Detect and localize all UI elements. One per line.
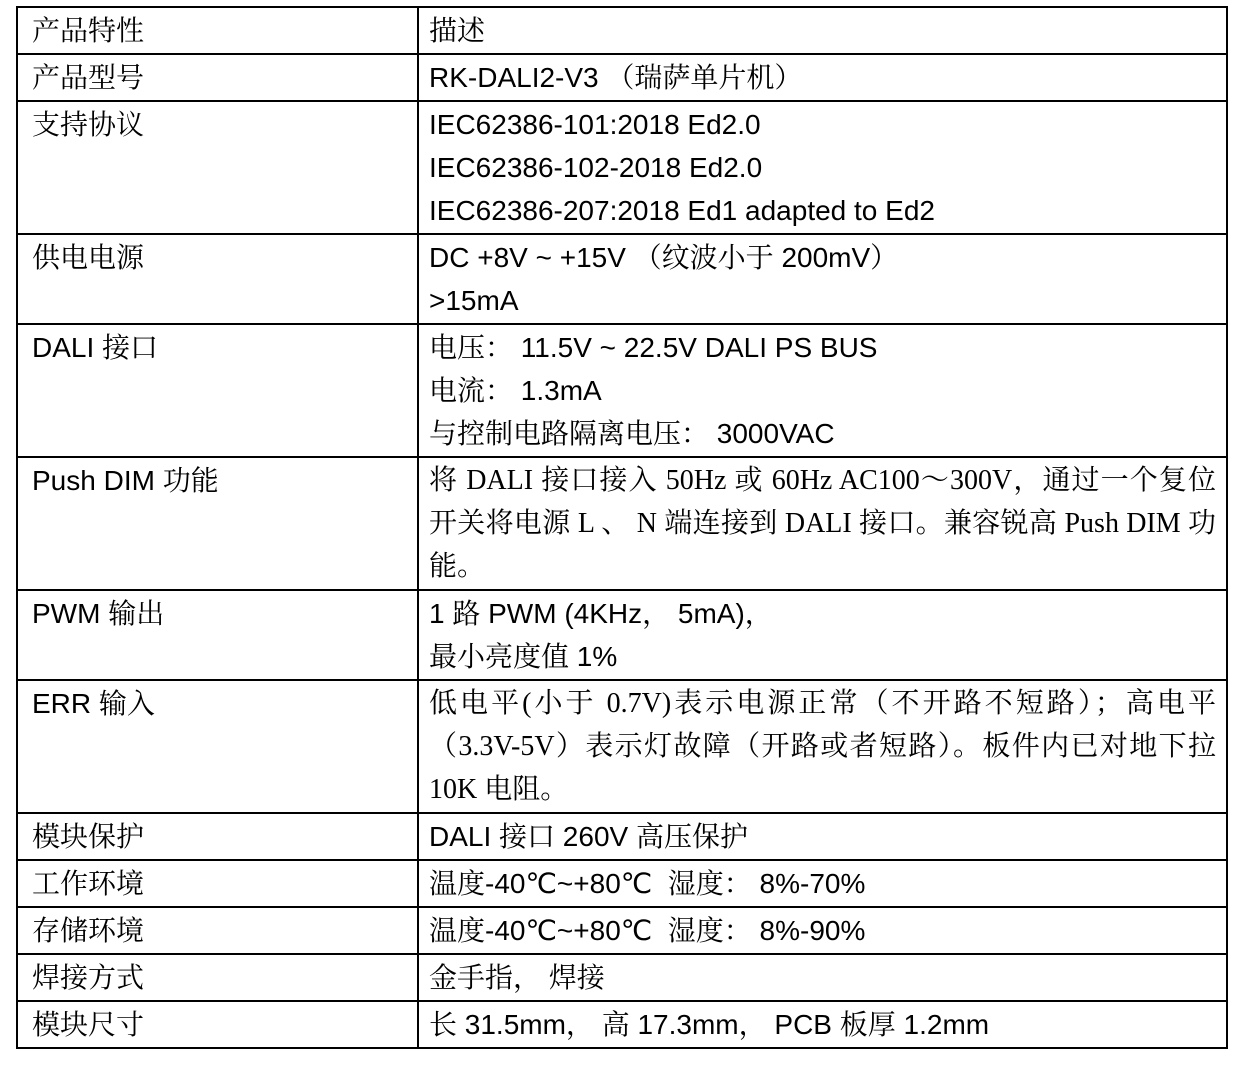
value-line: 金手指， 焊接 bbox=[429, 962, 605, 993]
row-power-supply bbox=[17, 234, 1227, 324]
value-line: 温度-40℃~+80℃ 湿度： 8%-70% bbox=[429, 868, 866, 899]
row-product-model-value bbox=[418, 54, 1227, 101]
row-module-dimensions bbox=[17, 1001, 1227, 1048]
row-push-dim-function-value bbox=[418, 457, 1227, 590]
value-line: DC +8V ~ +15V （纹波小于 200mV） bbox=[429, 242, 899, 273]
value-line: IEC62386-207:2018 Ed1 adapted to Ed2 bbox=[429, 195, 935, 226]
value-line: 电流： 1.3mA bbox=[429, 375, 602, 406]
row-soldering-method-value bbox=[418, 954, 1227, 1001]
value-line: 电压： 11.5V ~ 22.5V DALI PS BUS bbox=[429, 332, 878, 363]
row-module-protection bbox=[17, 813, 1227, 860]
row-module-protection-label: 模块保护 bbox=[17, 813, 418, 860]
value-line: 长 31.5mm， 高 17.3mm， PCB 板厚 1.2mm bbox=[429, 1009, 990, 1040]
header-feature-cell: 产品特性 bbox=[17, 7, 418, 54]
header-description-cell: 描述 bbox=[418, 7, 1227, 54]
row-supported-protocols bbox=[17, 101, 1227, 234]
row-supported-protocols-value bbox=[418, 101, 1227, 234]
value-paragraph: 低电平(小于 0.7V)表示电源正常（不开路不短路）；高电平（3.3V-5V）表示灯故障（开路或者短路）。板件内已对地下拉 10K 电阻。 bbox=[429, 688, 1223, 805]
row-dali-interface bbox=[17, 324, 1227, 457]
value-line: RK-DALI2-V3 （瑞萨单片机） bbox=[429, 62, 803, 93]
row-module-dimensions-label: 模块尺寸 bbox=[17, 1001, 418, 1048]
row-product-model-label: 产品型号 bbox=[17, 54, 418, 101]
row-storage-environment-value bbox=[418, 907, 1227, 954]
value-line: 与控制电路隔离电压： 3000VAC bbox=[429, 418, 835, 449]
row-power-supply-value bbox=[418, 234, 1227, 324]
product-spec-table bbox=[16, 6, 1228, 1049]
value-paragraph: 将 DALI 接口接入 50Hz 或 60Hz AC100～300V，通过一个复位开关将电源 L 、 N 端连接到 DALI 接口。兼容锐高 Push DIM 功能。 bbox=[429, 465, 1216, 582]
row-pwm-output-value bbox=[418, 590, 1227, 680]
row-pwm-output bbox=[17, 590, 1227, 680]
row-soldering-method-label: 焊接方式 bbox=[17, 954, 418, 1001]
row-power-supply-label: 供电电源 bbox=[17, 234, 418, 324]
value-line: 1 路 PWM (4KHz， 5mA)， bbox=[429, 598, 773, 629]
row-dali-interface-value bbox=[418, 324, 1227, 457]
row-operating-environment bbox=[17, 860, 1227, 907]
value-line: IEC62386-101:2018 Ed2.0 bbox=[429, 109, 761, 140]
row-err-input-value bbox=[418, 680, 1227, 813]
value-line: >15mA bbox=[429, 285, 519, 316]
value-line: 温度-40℃~+80℃ 湿度： 8%-90% bbox=[429, 915, 866, 946]
row-module-protection-value bbox=[418, 813, 1227, 860]
row-operating-environment-label: 工作环境 bbox=[17, 860, 418, 907]
row-storage-environment-label: 存储环境 bbox=[17, 907, 418, 954]
value-line: DALI 接口 260V 高压保护 bbox=[429, 821, 748, 852]
row-product-model bbox=[17, 54, 1227, 101]
row-operating-environment-value bbox=[418, 860, 1227, 907]
row-soldering-method bbox=[17, 954, 1227, 1001]
row-pwm-output-label: PWM 输出 bbox=[17, 590, 418, 680]
row-dali-interface-label: DALI 接口 bbox=[17, 324, 418, 457]
row-err-input bbox=[17, 680, 1227, 813]
value-line: IEC62386-102-2018 Ed2.0 bbox=[429, 152, 763, 183]
row-err-input-label: ERR 输入 bbox=[17, 680, 418, 813]
row-push-dim-function-label: Push DIM 功能 bbox=[17, 457, 418, 590]
value-line: 最小亮度值 1% bbox=[429, 641, 618, 672]
header-row bbox=[17, 7, 1227, 54]
row-supported-protocols-label: 支持协议 bbox=[17, 101, 418, 234]
row-module-dimensions-value bbox=[418, 1001, 1227, 1048]
row-storage-environment bbox=[17, 907, 1227, 954]
row-push-dim-function bbox=[17, 457, 1227, 590]
